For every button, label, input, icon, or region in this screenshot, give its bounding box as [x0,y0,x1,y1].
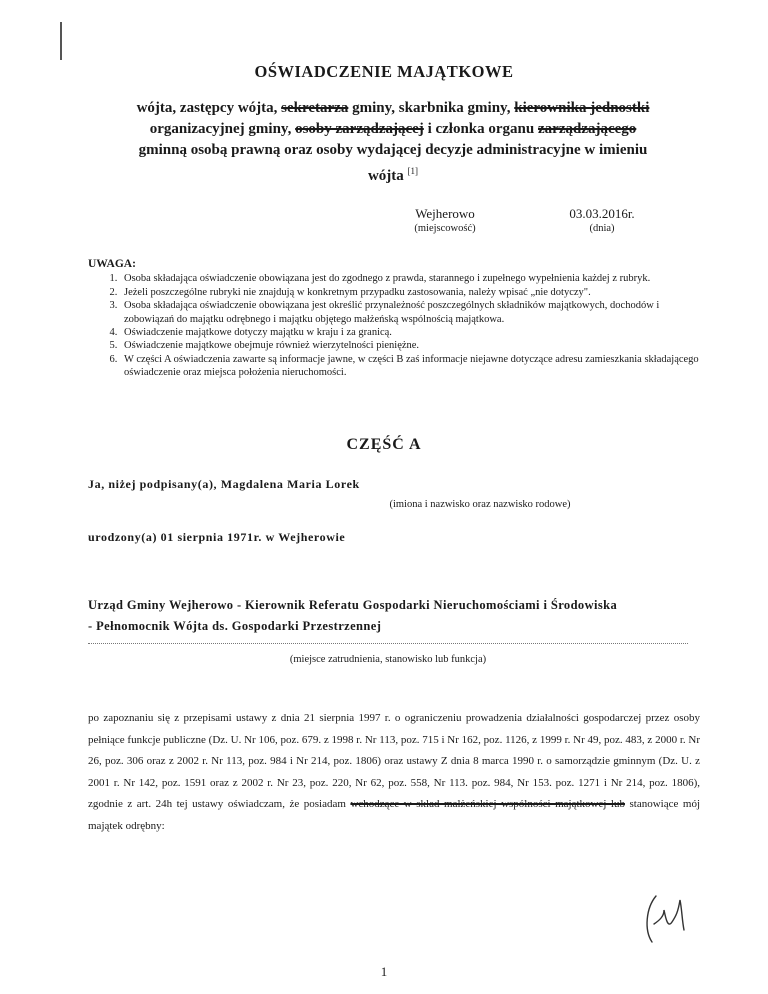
note-item: 2. Jeżeli poszczególne rubryki nie znajdują w konkretnym przypadku zastosowania, należy wpisać „nie dotyczy". [120,286,708,299]
dotted-fill-line [88,643,688,644]
declaration-text: stanowiące mój majątek odrębny: [88,798,701,832]
note-item: 4. Oświadczenie majątkowe dotyczy majątku w kraju i za granicą. [120,326,708,339]
employer-caption: (miejsce zatrudnienia, stanowisko lub funkcja) [289,654,487,665]
subtitle-text: gminną osobą prawną oraz osoby wydającej decyzje administracyjne w imieniu [138,142,648,158]
document-title: OŚWIADCZENIE MAJĄTKOWE [254,62,514,81]
declaration-body [88,708,700,837]
subtitle-struck-text: osoby zarządzającej [295,121,424,137]
notes-section [88,258,708,380]
subtitle-struck-text: zarządzającego [538,121,637,137]
date-field [552,206,652,234]
place-caption: (miejscowość) [414,223,476,234]
page-number: 1 [380,964,388,979]
name-caption: (imiona i nazwisko oraz nazwisko rodowe) [389,499,571,510]
declaration-struck-text: wchodzące w skład małżeńskiej wspólności majątkowej lub [350,798,625,810]
notes-list [88,272,708,379]
notes-title: UWAGA: [88,258,136,270]
note-item: 1. Osoba składająca oświadczenie obowiązana jest do zgodnego z prawda, starannego i zupełnego wypełnienia każdej z rubryk. [120,272,708,285]
note-item: 5. Oświadczenie majątkowe obejmuje również wierzytelności pieniężne. [120,339,708,352]
declaration-text: po zapoznaniu się z przepisami ustawy z dnia 21 sierpnia 1997 r. o ograniczeniu prowadzenia działalności gospodarczej przez osoby pełniące funkcje publiczne (Dz. U. Nr 106, poz. 679. z 1998 r. Nr 113, poz. 715 i Nr 162, poz. 1126, z 1999 r. Nr 49, poz. 483, z 2000 r. Nr 26, poz. 306 oraz z 2002 r. Nr 113, poz. 984 i Nr 214, poz. 1806) oraz ustawy Z dnia 8 marca 1990 r. o samorządzie gminnym (Dz. U. z 2001 r. Nr 142, poz. 1591 oraz z 2002 r. Nr 23, poz. 220, Nr 62, poz. 558, Nr 113. poz. 984, Nr 153. poz. 1271 i Nr 214, poz. 1806), zgodnie z art. 24h tej ustawy oświadczam, że posiadam [88,712,700,810]
subtitle-struck-text: kierownika jednostki [514,100,650,116]
note-item: 3. Osoba składająca oświadczenie obowiązana jest określić przynależność poszczególnych składników majątkowych, dochodów i zobowiązań do majątku odrębnego i majątku objętego małżeńską wspólnością majątkowa. [120,299,708,326]
subtitle-text: wójta [367,168,404,184]
footnote-marker: [1] [407,166,419,176]
employer-line: - Pełnomocnik Wójta ds. Gospodarki Przestrzennej [88,619,382,633]
subtitle-text: wójta, zastępcy wójta, [136,100,278,116]
subtitle-struck-text: sekretarza [281,100,349,116]
birth-line: urodzony(a) 01 sierpnia 1971r. w Wejherowie [88,530,346,544]
employer-field [88,595,698,637]
document-subtitle [88,98,698,187]
subtitle-text: gminy, skarbnika gminy, [352,100,511,116]
scan-edge-mark [60,22,62,60]
note-item: 6. W części A oświadczenia zawarte są informacje jawne, w części B zaś informacje niejawne dotyczące adresu zamieszkania składającego oświadczenie oraz miejsca położenia nieruchomości. [120,353,708,380]
date-caption: (dnia) [589,223,615,234]
declarant-name-line: Ja, niżej podpisany(a), Magdalena Maria Lorek [88,477,360,491]
place-value: Wejherowo [415,206,475,221]
subtitle-text: organizacyjnej gminy, [149,121,292,137]
subtitle-text: i członka organu [427,121,535,137]
employer-line: Urząd Gminy Wejherowo - Kierownik Referatu Gospodarki Nieruchomościami i Środowiska [88,598,618,612]
handwritten-signature [642,890,692,950]
date-value: 03.03.2016r. [569,206,635,221]
part-a-title: CZĘŚĆ A [346,436,422,453]
place-field [400,206,490,234]
